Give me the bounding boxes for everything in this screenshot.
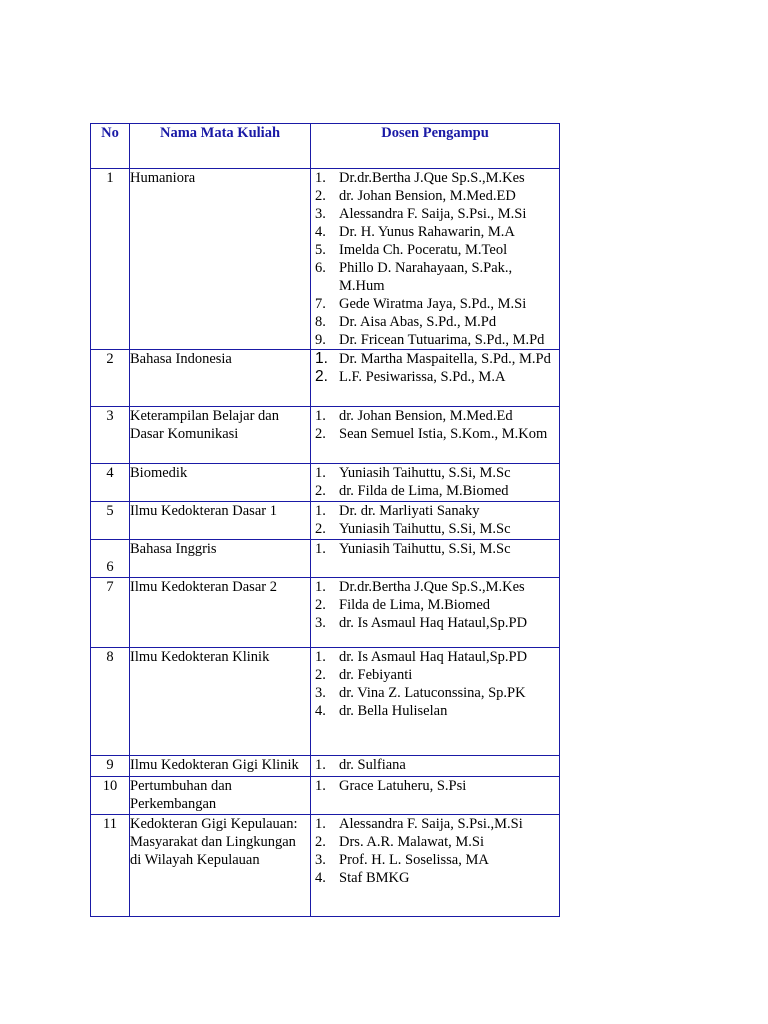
lecturer-item: [311, 756, 559, 774]
lecturer-number: 3.: [315, 206, 326, 222]
table-row: [91, 350, 560, 407]
lecturer-item: [311, 205, 559, 223]
lecturer-number: 2.: [315, 368, 328, 385]
lecturer-cell: [311, 169, 560, 350]
lecturer-number: 1.: [315, 350, 328, 367]
lecturer-number: 2.: [315, 597, 326, 613]
lecturer-item: [311, 777, 559, 795]
course-name: Ilmu Kedokteran Dasar 2: [130, 578, 311, 648]
lecturer-item: [311, 684, 559, 702]
lecturer-name: dr. Is Asmaul Haq Hataul,Sp.PD: [339, 615, 528, 631]
lecturer-name: Alessandra F. Saija, S.Psi., M.Si: [339, 206, 527, 222]
lecturer-cell: [311, 407, 560, 464]
lecturer-name: Phillo D. Narahayaan, S.Pak., M.Hum: [339, 260, 513, 294]
course-name: Bahasa Indonesia: [130, 350, 311, 407]
lecturer-list: [311, 578, 559, 632]
table-row: [91, 464, 560, 502]
lecturer-name: dr. Sulfiana: [339, 757, 406, 773]
lecturer-number: 4.: [315, 870, 326, 886]
lecturer-cell: [311, 502, 560, 540]
lecturer-item: [311, 464, 559, 482]
row-number: 5: [91, 502, 130, 540]
lecturer-number: 1.: [315, 816, 326, 832]
lecturer-name: dr. Bella Huliselan: [339, 703, 448, 719]
lecturer-number: 1.: [315, 170, 326, 186]
lecturer-name: Imelda Ch. Poceratu, M.Teol: [339, 242, 508, 258]
lecturer-number: 1.: [315, 778, 326, 794]
lecturer-name: Dr.dr.Bertha J.Que Sp.S.,M.Kes: [339, 170, 525, 186]
lecturer-number: 1.: [315, 649, 326, 665]
lecturer-name: Yuniasih Taihuttu, S.Si, M.Sc: [339, 521, 511, 537]
lecturer-number: 3.: [315, 852, 326, 868]
table-header-row: [91, 124, 560, 169]
lecturer-number: 2.: [315, 426, 326, 442]
table-row: [91, 756, 560, 777]
lecturer-name: dr. Is Asmaul Haq Hataul,Sp.PD: [339, 649, 528, 665]
table-row: [91, 777, 560, 815]
course-lecturer-table: [90, 123, 560, 917]
lecturer-item: [311, 223, 559, 241]
lecturer-item: [311, 702, 559, 720]
table-row: [91, 815, 560, 917]
header-no: No: [91, 124, 130, 169]
course-name: Bahasa Inggris: [130, 540, 311, 578]
row-number: 1: [91, 169, 130, 350]
lecturer-number: 6.: [315, 260, 326, 276]
lecturer-item: [311, 313, 559, 331]
lecturer-name: dr. Filda de Lima, M.Biomed: [339, 483, 509, 499]
lecturer-number: 5.: [315, 242, 326, 258]
lecturer-cell: [311, 815, 560, 917]
lecturer-number: 4.: [315, 224, 326, 240]
lecturer-list: [311, 815, 559, 887]
lecturer-number: 2.: [315, 188, 326, 204]
lecturer-list: [311, 756, 559, 774]
lecturer-item: [311, 614, 559, 632]
lecturer-list: [311, 777, 559, 795]
table-row: [91, 407, 560, 464]
lecturer-number: 1.: [315, 541, 326, 557]
lecturer-number: 7.: [315, 296, 326, 312]
lecturer-number: 1.: [315, 579, 326, 595]
lecturer-item: [311, 169, 559, 187]
lecturer-item: [311, 666, 559, 684]
lecturer-item: [311, 520, 559, 538]
lecturer-name: dr. Vina Z. Latuconssina, Sp.PK: [339, 685, 526, 701]
lecturer-list: [311, 350, 559, 386]
table-row: [91, 502, 560, 540]
lecturer-item: [311, 350, 559, 368]
lecturer-number: 3.: [315, 615, 326, 631]
lecturer-item: [311, 482, 559, 500]
course-name: Biomedik: [130, 464, 311, 502]
lecturer-number: 1.: [315, 465, 326, 481]
lecturer-item: [311, 259, 559, 295]
course-name: Kedokteran Gigi Kepulauan: Masyarakat dan Lingkungan di Wilayah Kepulauan: [130, 815, 311, 917]
lecturer-item: [311, 596, 559, 614]
lecturer-list: [311, 540, 559, 558]
table-row: [91, 540, 560, 578]
row-number: 11: [91, 815, 130, 917]
lecturer-number: 3.: [315, 685, 326, 701]
lecturer-item: [311, 368, 559, 386]
row-number: 2: [91, 350, 130, 407]
table-row: [91, 648, 560, 756]
lecturer-number: 8.: [315, 314, 326, 330]
row-number: 4: [91, 464, 130, 502]
lecturer-number: 4.: [315, 703, 326, 719]
lecturer-item: [311, 540, 559, 558]
table-body: [91, 169, 560, 917]
lecturer-number: 1.: [315, 408, 326, 424]
lecturer-name: dr. Johan Bension, M.Med.Ed: [339, 408, 513, 424]
row-number: 9: [91, 756, 130, 777]
lecturer-number: 9.: [315, 332, 326, 348]
lecturer-number: 2.: [315, 521, 326, 537]
lecturer-list: [311, 169, 559, 349]
row-number: 3: [91, 407, 130, 464]
table-row: [91, 169, 560, 350]
header-lecturers: Dosen Pengampu: [311, 124, 560, 169]
course-name: Keterampilan Belajar dan Dasar Komunikasi: [130, 407, 311, 464]
course-name: Ilmu Kedokteran Dasar 1: [130, 502, 311, 540]
lecturer-list: [311, 502, 559, 538]
lecturer-name: Yuniasih Taihuttu, S.Si, M.Sc: [339, 465, 511, 481]
lecturer-name: Yuniasih Taihuttu, S.Si, M.Sc: [339, 541, 511, 557]
header-course-name: Nama Mata Kuliah: [130, 124, 311, 169]
table-row: [91, 578, 560, 648]
lecturer-item: [311, 648, 559, 666]
lecturer-cell: [311, 350, 560, 407]
lecturer-item: [311, 407, 559, 425]
lecturer-name: Prof. H. L. Soselissa, MA: [339, 852, 489, 868]
lecturer-name: Dr. Aisa Abas, S.Pd., M.Pd: [339, 314, 497, 330]
lecturer-name: Filda de Lima, M.Biomed: [339, 597, 491, 613]
lecturer-item: [311, 833, 559, 851]
lecturer-item: [311, 869, 559, 887]
lecturer-number: 2.: [315, 834, 326, 850]
lecturer-list: [311, 407, 559, 443]
lecturer-name: Sean Semuel Istia, S.Kom., M.Kom: [339, 426, 548, 442]
course-name: Pertumbuhan dan Perkembangan: [130, 777, 311, 815]
lecturer-name: dr. Johan Bension, M.Med.ED: [339, 188, 516, 204]
lecturer-item: [311, 425, 559, 443]
lecturer-name: Dr. Martha Maspaitella, S.Pd., M.Pd: [339, 351, 551, 367]
lecturer-cell: [311, 540, 560, 578]
lecturer-number: 1.: [315, 503, 326, 519]
lecturer-item: [311, 331, 559, 349]
lecturer-name: Staf BMKG: [339, 870, 410, 886]
lecturer-item: [311, 502, 559, 520]
lecturer-number: 2.: [315, 483, 326, 499]
lecturer-name: dr. Febiyanti: [339, 667, 413, 683]
lecturer-list: [311, 648, 559, 720]
lecturer-number: 2.: [315, 667, 326, 683]
lecturer-item: [311, 187, 559, 205]
lecturer-item: [311, 241, 559, 259]
row-number: 10: [91, 777, 130, 815]
lecturer-name: Alessandra F. Saija, S.Psi.,M.Si: [339, 816, 523, 832]
lecturer-cell: [311, 777, 560, 815]
lecturer-item: [311, 815, 559, 833]
lecturer-name: L.F. Pesiwarissa, S.Pd., M.A: [339, 369, 506, 385]
lecturer-name: Dr. H. Yunus Rahawarin, M.A: [339, 224, 515, 240]
row-number: 8: [91, 648, 130, 756]
lecturer-list: [311, 464, 559, 500]
lecturer-cell: [311, 648, 560, 756]
course-name: Humaniora: [130, 169, 311, 350]
lecturer-cell: [311, 756, 560, 777]
row-number: 6: [91, 540, 130, 578]
lecturer-name: Dr. Fricean Tutuarima, S.Pd., M.Pd: [339, 332, 545, 348]
course-name: Ilmu Kedokteran Klinik: [130, 648, 311, 756]
course-name: Ilmu Kedokteran Gigi Klinik: [130, 756, 311, 777]
lecturer-name: Dr.dr.Bertha J.Que Sp.S.,M.Kes: [339, 579, 525, 595]
lecturer-item: [311, 295, 559, 313]
lecturer-name: Dr. dr. Marliyati Sanaky: [339, 503, 480, 519]
row-number: 7: [91, 578, 130, 648]
lecturer-item: [311, 578, 559, 596]
lecturer-cell: [311, 578, 560, 648]
lecturer-name: Gede Wiratma Jaya, S.Pd., M.Si: [339, 296, 527, 312]
lecturer-item: [311, 851, 559, 869]
lecturer-name: Drs. A.R. Malawat, M.Si: [339, 834, 484, 850]
lecturer-cell: [311, 464, 560, 502]
lecturer-name: Grace Latuheru, S.Psi: [339, 778, 467, 794]
lecturer-number: 1.: [315, 757, 326, 773]
